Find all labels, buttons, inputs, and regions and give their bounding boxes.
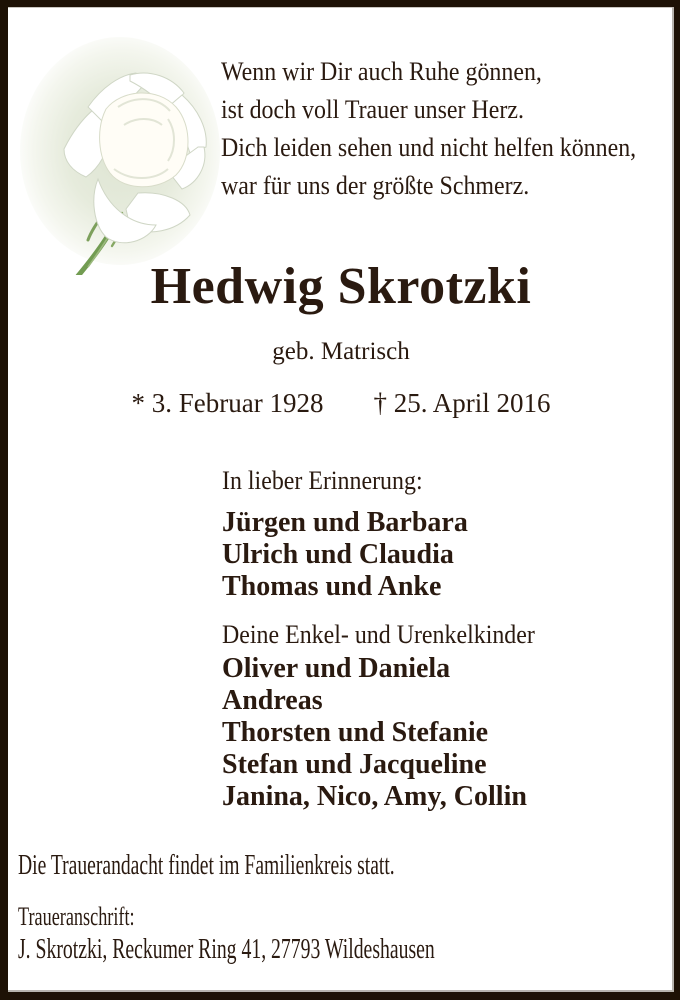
memorial-poem [221,53,636,205]
mourning-address-label: Traueranschrift: [18,902,135,931]
children-names [222,507,468,603]
remembrance-intro: In lieber Erinnerung: [222,466,423,495]
mourning-address: J. Skrotzki, Reckumer Ring 41, 27793 Wildeshausen [18,933,435,965]
family-name-line: Stefan und Jacqueline [222,749,487,780]
poem-line: war für uns der größte Schmerz. [221,171,530,200]
grandchildren-names [222,653,527,813]
poem-line: Wenn wir Dir auch Ruhe gönnen, [221,57,542,86]
deceased-name: Hedwig Skrotzki [150,258,532,315]
service-note: Die Trauerandacht findet im Familienkreis statt. [18,850,395,881]
grandchildren-label: Deine Enkel- und Urenkelkinder [222,620,535,649]
family-name-line: Janina, Nico, Amy, Collin [222,781,527,812]
family-name-line: Ulrich und Claudia [222,539,454,570]
poem-line: Dich leiden sehen und nicht helfen können, [221,133,637,162]
death-date: † 25. April 2016 [373,388,551,418]
family-name-line: Jürgen und Barbara [222,507,468,538]
family-name-line: Thomas und Anke [222,571,442,602]
family-name-line: Andreas [222,685,323,716]
life-dates [8,387,674,419]
family-name-line: Oliver und Daniela [222,653,451,684]
maiden-name: geb. Matrisch [272,338,410,365]
birth-date: * 3. Februar 1928 [131,388,324,418]
family-name-line: Thorsten und Stefanie [222,717,489,748]
poem-line: ist doch voll Trauer unser Herz. [221,95,524,124]
white-rose-icon [18,29,220,275]
